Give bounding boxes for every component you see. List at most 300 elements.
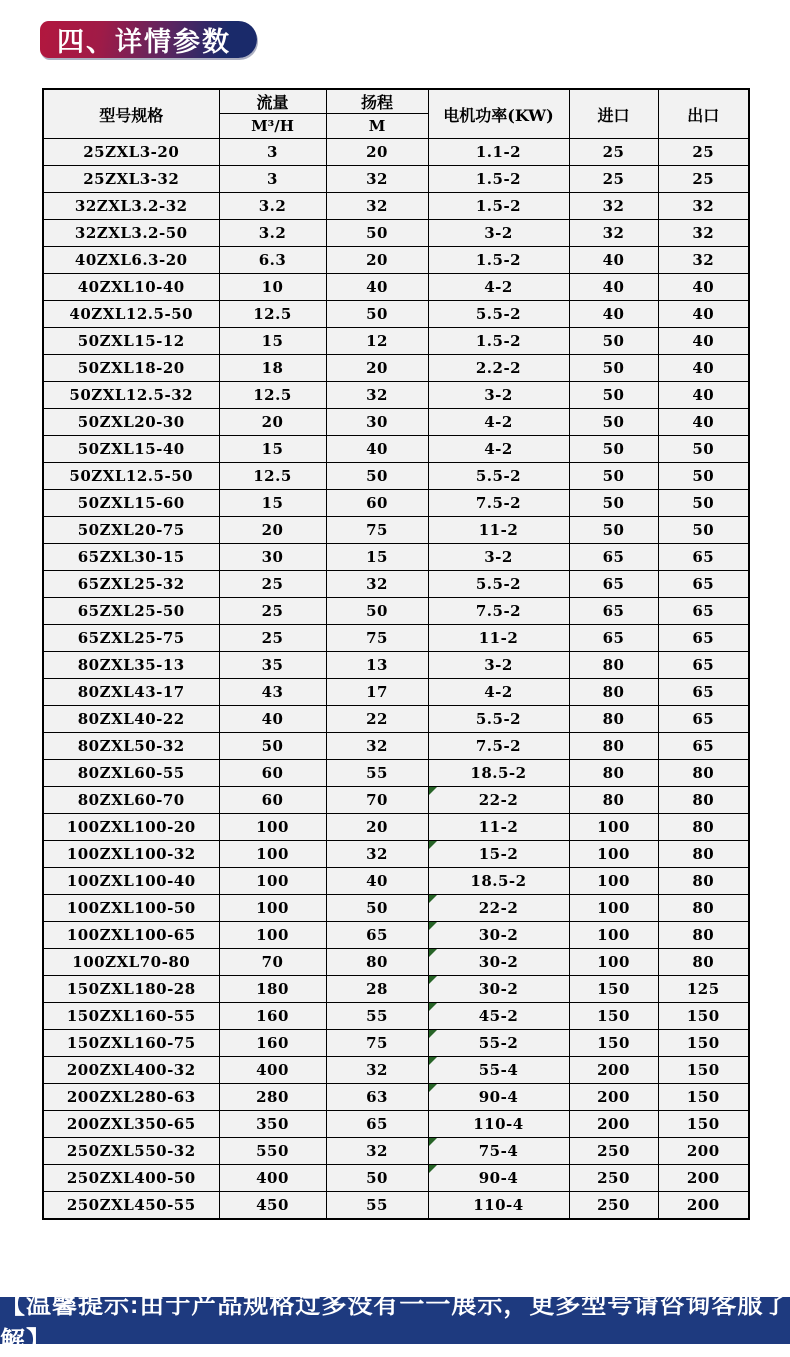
inlet-cell: 100 xyxy=(569,841,658,868)
outlet-cell: 25 xyxy=(658,166,749,193)
comment-marker-icon xyxy=(429,949,437,957)
power-cell xyxy=(428,706,569,733)
power-value: 5.5-2 xyxy=(475,575,522,593)
inlet-cell: 80 xyxy=(569,706,658,733)
outlet-cell: 65 xyxy=(658,733,749,760)
inlet-cell: 50 xyxy=(569,436,658,463)
model-cell: 200ZXL280-63 xyxy=(43,1084,219,1111)
table-row xyxy=(43,490,749,517)
col-header-inlet: 进口 xyxy=(569,89,658,139)
table-row xyxy=(43,922,749,949)
inlet-cell: 80 xyxy=(569,787,658,814)
model-cell: 80ZXL60-55 xyxy=(43,760,219,787)
model-cell: 100ZXL100-32 xyxy=(43,841,219,868)
power-cell xyxy=(428,1030,569,1057)
col-header-flow: 流量 xyxy=(219,89,326,114)
power-cell xyxy=(428,436,569,463)
model-cell: 25ZXL3-32 xyxy=(43,166,219,193)
table-row xyxy=(43,814,749,841)
outlet-cell: 65 xyxy=(658,571,749,598)
power-value: 22-2 xyxy=(478,791,519,809)
power-value: 110-4 xyxy=(473,1196,524,1214)
inlet-cell: 32 xyxy=(569,220,658,247)
outlet-cell: 32 xyxy=(658,193,749,220)
power-value: 110-4 xyxy=(473,1115,524,1133)
table-row xyxy=(43,571,749,598)
power-value: 22-2 xyxy=(478,899,519,917)
head-cell: 40 xyxy=(326,436,428,463)
table-row xyxy=(43,841,749,868)
table-row xyxy=(43,166,749,193)
inlet-cell: 250 xyxy=(569,1165,658,1192)
table-row xyxy=(43,247,749,274)
power-cell xyxy=(428,949,569,976)
table-row xyxy=(43,1084,749,1111)
flow-cell: 15 xyxy=(219,328,326,355)
comment-marker-icon xyxy=(429,1084,437,1092)
spec-table xyxy=(42,88,750,1220)
inlet-cell: 80 xyxy=(569,733,658,760)
power-cell xyxy=(428,787,569,814)
table-row xyxy=(43,328,749,355)
table-row xyxy=(43,1192,749,1220)
table-row xyxy=(43,409,749,436)
outlet-cell: 65 xyxy=(658,625,749,652)
power-cell xyxy=(428,679,569,706)
model-cell: 40ZXL10-40 xyxy=(43,274,219,301)
flow-cell: 15 xyxy=(219,436,326,463)
power-value: 30-2 xyxy=(478,953,519,971)
table-row xyxy=(43,1165,749,1192)
footer-notice-bar xyxy=(0,1290,790,1355)
head-cell: 13 xyxy=(326,652,428,679)
flow-cell: 3.2 xyxy=(219,193,326,220)
model-cell: 80ZXL50-32 xyxy=(43,733,219,760)
power-value: 1.5-2 xyxy=(475,251,522,269)
comment-marker-icon xyxy=(429,1057,437,1065)
power-value: 2.2-2 xyxy=(475,359,522,377)
table-row xyxy=(43,220,749,247)
outlet-cell: 40 xyxy=(658,274,749,301)
col-header-head-unit: M xyxy=(326,114,428,139)
power-value: 55-4 xyxy=(478,1061,519,1079)
col-header-flow-unit: M³/H xyxy=(219,114,326,139)
power-cell xyxy=(428,1192,569,1220)
flow-cell: 160 xyxy=(219,1003,326,1030)
comment-marker-icon xyxy=(429,1165,437,1173)
head-cell: 63 xyxy=(326,1084,428,1111)
outlet-cell: 40 xyxy=(658,301,749,328)
inlet-cell: 65 xyxy=(569,571,658,598)
inlet-cell: 65 xyxy=(569,625,658,652)
power-cell xyxy=(428,139,569,166)
table-row xyxy=(43,652,749,679)
power-value: 11-2 xyxy=(478,818,519,836)
comment-marker-icon xyxy=(429,1138,437,1146)
flow-cell: 100 xyxy=(219,895,326,922)
inlet-cell: 50 xyxy=(569,409,658,436)
model-cell: 250ZXL400-50 xyxy=(43,1165,219,1192)
inlet-cell: 40 xyxy=(569,301,658,328)
model-cell: 150ZXL160-55 xyxy=(43,1003,219,1030)
table-row xyxy=(43,463,749,490)
power-cell xyxy=(428,1057,569,1084)
outlet-cell: 150 xyxy=(658,1111,749,1138)
head-cell: 40 xyxy=(326,274,428,301)
flow-cell: 3 xyxy=(219,139,326,166)
power-value: 3-2 xyxy=(484,224,513,242)
inlet-cell: 200 xyxy=(569,1084,658,1111)
model-cell: 40ZXL12.5-50 xyxy=(43,301,219,328)
model-cell: 80ZXL40-22 xyxy=(43,706,219,733)
head-cell: 55 xyxy=(326,1192,428,1220)
power-cell xyxy=(428,1003,569,1030)
head-cell: 22 xyxy=(326,706,428,733)
table-row xyxy=(43,1138,749,1165)
outlet-cell: 65 xyxy=(658,598,749,625)
flow-cell: 12.5 xyxy=(219,301,326,328)
flow-cell: 350 xyxy=(219,1111,326,1138)
power-value: 55-2 xyxy=(478,1034,519,1052)
power-value: 3-2 xyxy=(484,548,513,566)
model-cell: 80ZXL43-17 xyxy=(43,679,219,706)
model-cell: 80ZXL35-13 xyxy=(43,652,219,679)
outlet-cell: 80 xyxy=(658,787,749,814)
power-cell xyxy=(428,733,569,760)
inlet-cell: 150 xyxy=(569,1030,658,1057)
flow-cell: 50 xyxy=(219,733,326,760)
table-row xyxy=(43,868,749,895)
inlet-cell: 80 xyxy=(569,652,658,679)
power-cell xyxy=(428,922,569,949)
model-cell: 250ZXL450-55 xyxy=(43,1192,219,1220)
inlet-cell: 100 xyxy=(569,949,658,976)
inlet-cell: 200 xyxy=(569,1057,658,1084)
table-row xyxy=(43,1003,749,1030)
table-row xyxy=(43,1057,749,1084)
outlet-cell: 80 xyxy=(658,895,749,922)
flow-cell: 450 xyxy=(219,1192,326,1220)
outlet-cell: 50 xyxy=(658,436,749,463)
head-cell: 50 xyxy=(326,463,428,490)
outlet-cell: 65 xyxy=(658,679,749,706)
head-cell: 50 xyxy=(326,220,428,247)
power-value: 7.5-2 xyxy=(475,737,522,755)
inlet-cell: 250 xyxy=(569,1138,658,1165)
inlet-cell: 150 xyxy=(569,976,658,1003)
power-cell xyxy=(428,598,569,625)
model-cell: 40ZXL6.3-20 xyxy=(43,247,219,274)
power-value: 1.5-2 xyxy=(475,332,522,350)
col-header-power: 电机功率(KW) xyxy=(428,89,569,139)
inlet-cell: 65 xyxy=(569,544,658,571)
inlet-cell: 50 xyxy=(569,382,658,409)
table-row xyxy=(43,139,749,166)
outlet-cell: 80 xyxy=(658,949,749,976)
power-value: 1.5-2 xyxy=(475,170,522,188)
comment-marker-icon xyxy=(429,1003,437,1011)
model-cell: 100ZXL100-65 xyxy=(43,922,219,949)
head-cell: 60 xyxy=(326,490,428,517)
power-value: 5.5-2 xyxy=(475,305,522,323)
power-cell xyxy=(428,1138,569,1165)
head-cell: 20 xyxy=(326,247,428,274)
power-cell xyxy=(428,544,569,571)
power-cell xyxy=(428,463,569,490)
table-row xyxy=(43,949,749,976)
outlet-cell: 65 xyxy=(658,652,749,679)
model-cell: 50ZXL15-12 xyxy=(43,328,219,355)
outlet-cell: 150 xyxy=(658,1057,749,1084)
power-cell xyxy=(428,895,569,922)
table-row xyxy=(43,1111,749,1138)
power-value: 1.1-2 xyxy=(475,143,522,161)
model-cell: 65ZXL25-32 xyxy=(43,571,219,598)
power-value: 18.5-2 xyxy=(470,764,527,782)
model-cell: 150ZXL160-75 xyxy=(43,1030,219,1057)
inlet-cell: 100 xyxy=(569,814,658,841)
flow-cell: 550 xyxy=(219,1138,326,1165)
power-value: 30-2 xyxy=(478,980,519,998)
head-cell: 50 xyxy=(326,301,428,328)
power-cell xyxy=(428,382,569,409)
power-value: 18.5-2 xyxy=(470,872,527,890)
power-cell xyxy=(428,814,569,841)
power-value: 30-2 xyxy=(478,926,519,944)
flow-cell: 25 xyxy=(219,598,326,625)
table-row xyxy=(43,706,749,733)
flow-cell: 100 xyxy=(219,922,326,949)
power-cell xyxy=(428,625,569,652)
head-cell: 28 xyxy=(326,976,428,1003)
table-row xyxy=(43,1030,749,1057)
power-value: 15-2 xyxy=(478,845,519,863)
head-cell: 55 xyxy=(326,760,428,787)
power-cell xyxy=(428,517,569,544)
comment-marker-icon xyxy=(429,841,437,849)
table-row xyxy=(43,625,749,652)
power-value: 3-2 xyxy=(484,656,513,674)
power-cell xyxy=(428,976,569,1003)
model-cell: 250ZXL550-32 xyxy=(43,1138,219,1165)
power-cell xyxy=(428,274,569,301)
power-cell xyxy=(428,1111,569,1138)
power-cell xyxy=(428,328,569,355)
inlet-cell: 40 xyxy=(569,274,658,301)
head-cell: 50 xyxy=(326,1165,428,1192)
table-row xyxy=(43,274,749,301)
power-value: 4-2 xyxy=(484,413,513,431)
power-value: 4-2 xyxy=(484,683,513,701)
flow-cell: 100 xyxy=(219,814,326,841)
footer-notice-text: 【温馨提示:由于产品规格过多没有一一展示，更多型号请咨询客服了解】 xyxy=(0,1290,790,1355)
outlet-cell: 65 xyxy=(658,706,749,733)
model-cell: 50ZXL15-40 xyxy=(43,436,219,463)
head-cell: 32 xyxy=(326,571,428,598)
inlet-cell: 50 xyxy=(569,355,658,382)
comment-marker-icon xyxy=(429,787,437,795)
inlet-cell: 50 xyxy=(569,328,658,355)
flow-cell: 6.3 xyxy=(219,247,326,274)
flow-cell: 25 xyxy=(219,625,326,652)
power-cell xyxy=(428,841,569,868)
outlet-cell: 200 xyxy=(658,1138,749,1165)
flow-cell: 60 xyxy=(219,760,326,787)
power-cell xyxy=(428,1084,569,1111)
head-cell: 55 xyxy=(326,1003,428,1030)
power-value: 5.5-2 xyxy=(475,467,522,485)
flow-cell: 280 xyxy=(219,1084,326,1111)
power-cell xyxy=(428,571,569,598)
inlet-cell: 32 xyxy=(569,193,658,220)
outlet-cell: 32 xyxy=(658,247,749,274)
flow-cell: 160 xyxy=(219,1030,326,1057)
inlet-cell: 50 xyxy=(569,517,658,544)
outlet-cell: 50 xyxy=(658,463,749,490)
inlet-cell: 25 xyxy=(569,139,658,166)
model-cell: 32ZXL3.2-50 xyxy=(43,220,219,247)
power-value: 11-2 xyxy=(478,629,519,647)
power-value: 45-2 xyxy=(478,1007,519,1025)
col-header-outlet: 出口 xyxy=(658,89,749,139)
comment-marker-icon xyxy=(429,895,437,903)
model-cell: 65ZXL25-50 xyxy=(43,598,219,625)
head-cell: 17 xyxy=(326,679,428,706)
model-cell: 50ZXL20-30 xyxy=(43,409,219,436)
inlet-cell: 25 xyxy=(569,166,658,193)
head-cell: 20 xyxy=(326,814,428,841)
inlet-cell: 80 xyxy=(569,679,658,706)
power-value: 7.5-2 xyxy=(475,602,522,620)
outlet-cell: 125 xyxy=(658,976,749,1003)
outlet-cell: 150 xyxy=(658,1030,749,1057)
model-cell: 100ZXL100-20 xyxy=(43,814,219,841)
model-cell: 32ZXL3.2-32 xyxy=(43,193,219,220)
flow-cell: 43 xyxy=(219,679,326,706)
inlet-cell: 100 xyxy=(569,868,658,895)
flow-cell: 12.5 xyxy=(219,382,326,409)
flow-cell: 3 xyxy=(219,166,326,193)
power-value: 7.5-2 xyxy=(475,494,522,512)
outlet-cell: 200 xyxy=(658,1192,749,1220)
head-cell: 40 xyxy=(326,868,428,895)
power-value: 4-2 xyxy=(484,278,513,296)
power-cell xyxy=(428,166,569,193)
table-row xyxy=(43,976,749,1003)
outlet-cell: 40 xyxy=(658,355,749,382)
inlet-cell: 80 xyxy=(569,760,658,787)
outlet-cell: 200 xyxy=(658,1165,749,1192)
power-cell xyxy=(428,490,569,517)
power-cell xyxy=(428,301,569,328)
power-value: 4-2 xyxy=(484,440,513,458)
power-value: 11-2 xyxy=(478,521,519,539)
flow-cell: 3.2 xyxy=(219,220,326,247)
head-cell: 32 xyxy=(326,733,428,760)
head-cell: 30 xyxy=(326,409,428,436)
flow-cell: 400 xyxy=(219,1057,326,1084)
col-header-model: 型号规格 xyxy=(43,89,219,139)
head-cell: 12 xyxy=(326,328,428,355)
head-cell: 32 xyxy=(326,1138,428,1165)
outlet-cell: 25 xyxy=(658,139,749,166)
power-value: 75-4 xyxy=(478,1142,519,1160)
power-cell xyxy=(428,355,569,382)
table-row xyxy=(43,355,749,382)
model-cell: 50ZXL12.5-50 xyxy=(43,463,219,490)
outlet-cell: 40 xyxy=(658,409,749,436)
inlet-cell: 150 xyxy=(569,1003,658,1030)
table-row xyxy=(43,382,749,409)
inlet-cell: 100 xyxy=(569,922,658,949)
power-value: 3-2 xyxy=(484,386,513,404)
flow-cell: 60 xyxy=(219,787,326,814)
power-value: 90-4 xyxy=(478,1088,519,1106)
table-row xyxy=(43,301,749,328)
power-cell xyxy=(428,247,569,274)
model-cell: 100ZXL100-40 xyxy=(43,868,219,895)
model-cell: 50ZXL18-20 xyxy=(43,355,219,382)
head-cell: 80 xyxy=(326,949,428,976)
inlet-cell: 65 xyxy=(569,598,658,625)
head-cell: 20 xyxy=(326,139,428,166)
power-cell xyxy=(428,652,569,679)
spec-table-body xyxy=(43,139,749,1220)
outlet-cell: 80 xyxy=(658,814,749,841)
outlet-cell: 80 xyxy=(658,841,749,868)
head-cell: 32 xyxy=(326,193,428,220)
col-header-head: 扬程 xyxy=(326,89,428,114)
model-cell: 150ZXL180-28 xyxy=(43,976,219,1003)
outlet-cell: 80 xyxy=(658,760,749,787)
head-cell: 65 xyxy=(326,1111,428,1138)
head-cell: 75 xyxy=(326,517,428,544)
power-cell xyxy=(428,760,569,787)
flow-cell: 25 xyxy=(219,571,326,598)
power-cell xyxy=(428,409,569,436)
model-cell: 200ZXL350-65 xyxy=(43,1111,219,1138)
inlet-cell: 250 xyxy=(569,1192,658,1220)
model-cell: 50ZXL15-60 xyxy=(43,490,219,517)
comment-marker-icon xyxy=(429,1030,437,1038)
model-cell: 65ZXL30-15 xyxy=(43,544,219,571)
outlet-cell: 50 xyxy=(658,517,749,544)
outlet-cell: 50 xyxy=(658,490,749,517)
flow-cell: 20 xyxy=(219,409,326,436)
power-value: 5.5-2 xyxy=(475,710,522,728)
model-cell: 80ZXL60-70 xyxy=(43,787,219,814)
power-cell xyxy=(428,868,569,895)
head-cell: 32 xyxy=(326,382,428,409)
head-cell: 20 xyxy=(326,355,428,382)
flow-cell: 70 xyxy=(219,949,326,976)
inlet-cell: 200 xyxy=(569,1111,658,1138)
outlet-cell: 32 xyxy=(658,220,749,247)
outlet-cell: 150 xyxy=(658,1003,749,1030)
outlet-cell: 40 xyxy=(658,328,749,355)
flow-cell: 40 xyxy=(219,706,326,733)
table-row xyxy=(43,895,749,922)
flow-cell: 18 xyxy=(219,355,326,382)
power-value: 90-4 xyxy=(478,1169,519,1187)
model-cell: 50ZXL12.5-32 xyxy=(43,382,219,409)
comment-marker-icon xyxy=(429,976,437,984)
comment-marker-icon xyxy=(429,922,437,930)
head-cell: 75 xyxy=(326,1030,428,1057)
flow-cell: 35 xyxy=(219,652,326,679)
flow-cell: 20 xyxy=(219,517,326,544)
table-row xyxy=(43,787,749,814)
